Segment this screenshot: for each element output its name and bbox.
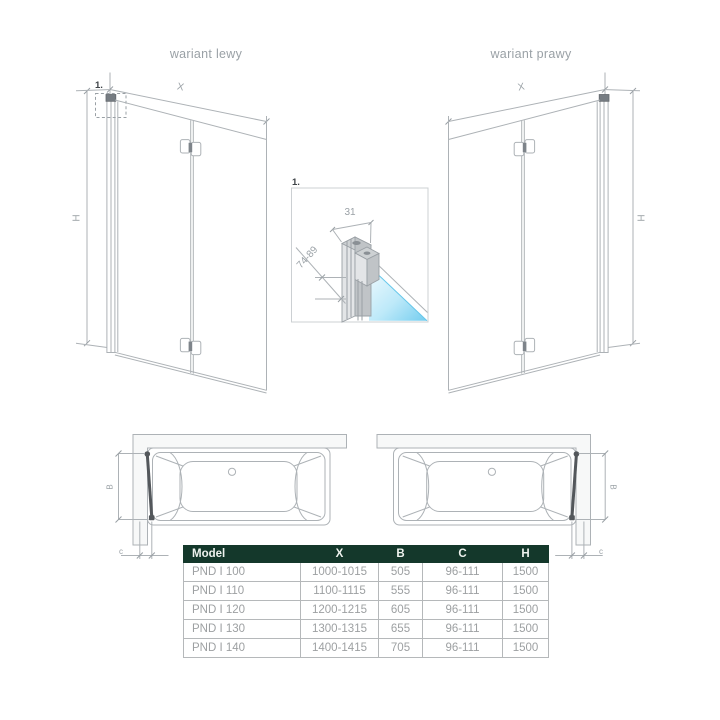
table-row xyxy=(184,639,549,658)
c-cell: 96-111 xyxy=(423,639,503,658)
dim-h-label-right: H xyxy=(634,214,646,222)
right-variant-drawing xyxy=(446,73,641,394)
spec-table-header-row xyxy=(184,546,549,563)
header-x: X xyxy=(301,546,379,563)
x-cell: 1000-1015 xyxy=(301,563,379,582)
table-row xyxy=(184,601,549,620)
model-cell: PND I 130 xyxy=(184,620,301,639)
b-cell: 555 xyxy=(379,582,423,601)
h-cell: 1500 xyxy=(503,639,549,658)
model-cell: PND I 140 xyxy=(184,639,301,658)
detail-ref-marker: 1. xyxy=(95,80,103,91)
spec-table xyxy=(183,545,549,658)
h-cell: 1500 xyxy=(503,620,549,639)
h-cell: 1500 xyxy=(503,563,549,582)
table-row xyxy=(184,620,549,639)
dim-b-label-right-bath: B xyxy=(608,484,618,490)
dim-x-label-left: X xyxy=(176,81,185,94)
header-h: H xyxy=(503,546,549,563)
left-bath-top-view xyxy=(116,435,347,560)
dim-c-label-right-bath: c xyxy=(599,547,603,556)
b-cell: 505 xyxy=(379,563,423,582)
detail-dim-31: 31 xyxy=(344,207,356,218)
model-cell: PND I 100 xyxy=(184,563,301,582)
c-cell: 96-111 xyxy=(423,620,503,639)
x-cell: 1400-1415 xyxy=(301,639,379,658)
model-cell: PND I 110 xyxy=(184,582,301,601)
header-c: C xyxy=(423,546,503,563)
model-cell: PND I 120 xyxy=(184,601,301,620)
x-cell: 1100-1115 xyxy=(301,582,379,601)
header-model: Model xyxy=(184,546,301,563)
x-cell: 1300-1315 xyxy=(301,620,379,639)
dim-c-label-left-bath: c xyxy=(119,547,123,556)
c-cell: 96-111 xyxy=(423,563,503,582)
h-cell: 1500 xyxy=(503,601,549,620)
table-row xyxy=(184,582,549,601)
detail-view-ref: 1. xyxy=(292,177,300,188)
dim-b-label-left-bath: B xyxy=(105,484,115,490)
b-cell: 605 xyxy=(379,601,423,620)
x-cell: 1200-1215 xyxy=(301,601,379,620)
left-variant-drawing xyxy=(76,73,270,394)
left-variant-title: wariant lewy xyxy=(169,47,243,61)
dim-h-label-left: H xyxy=(71,214,83,222)
right-bath-top-view xyxy=(377,435,608,560)
dim-x-label-right: X xyxy=(516,81,526,94)
c-cell: 96-111 xyxy=(423,601,503,620)
b-cell: 705 xyxy=(379,639,423,658)
right-variant-title: wariant prawy xyxy=(490,47,572,61)
table-row xyxy=(184,563,549,582)
detail-dim-74-89: 74-89 xyxy=(294,244,321,271)
c-cell: 96-111 xyxy=(423,582,503,601)
h-cell: 1500 xyxy=(503,582,549,601)
b-cell: 655 xyxy=(379,620,423,639)
header-b: B xyxy=(379,546,423,563)
